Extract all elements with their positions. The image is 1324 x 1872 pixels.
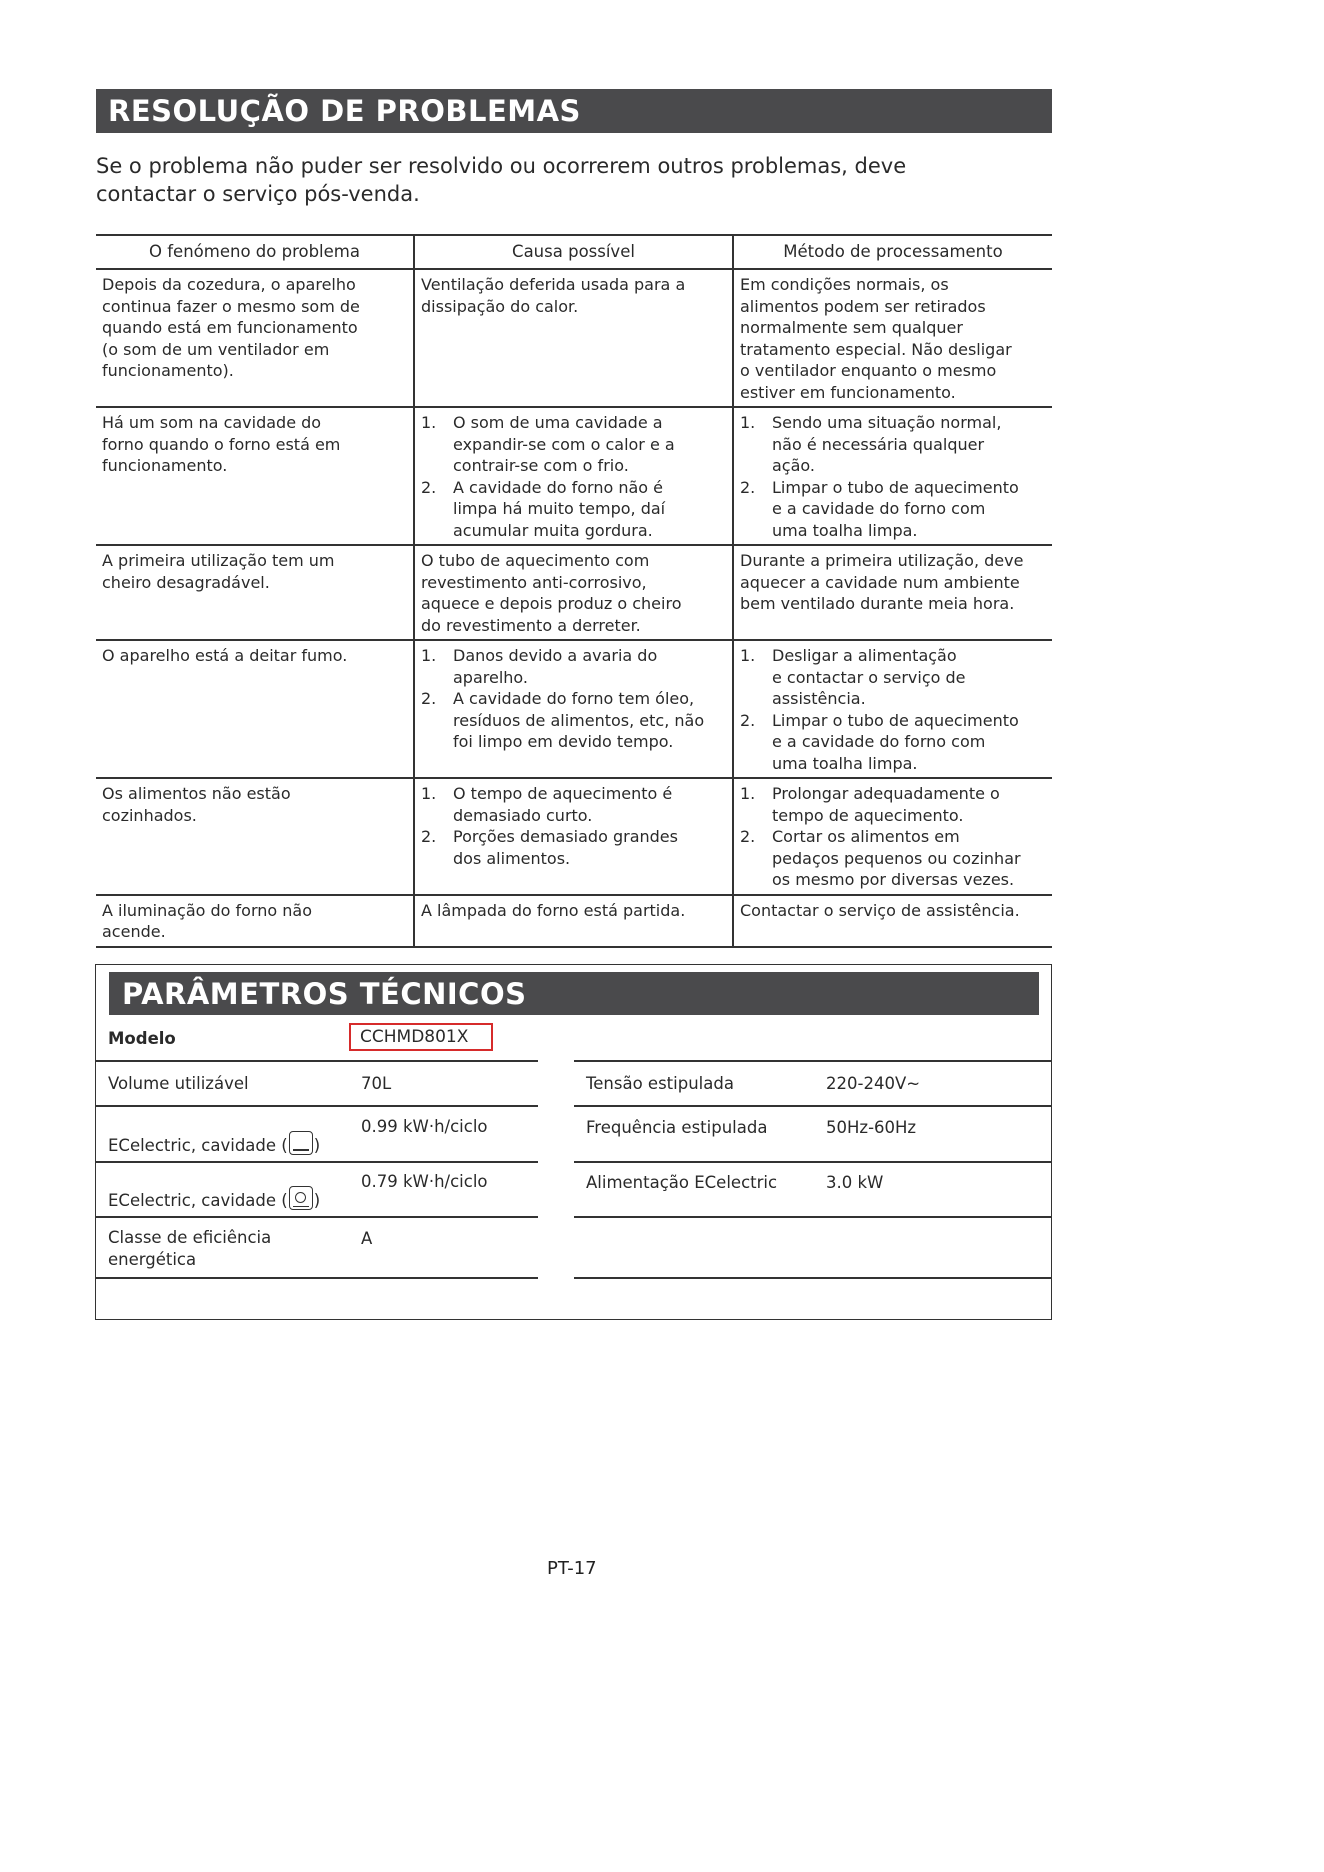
column-header: O fenómeno do problema (96, 235, 414, 269)
label-text: ) (313, 1191, 321, 1210)
numbered-list (740, 412, 1046, 541)
technical-parameters-panel (95, 964, 1052, 1320)
volume-value: 70L (361, 1074, 392, 1093)
list-item-line: Prolongar adequadamente o (772, 784, 1000, 803)
problem-cell (96, 778, 414, 895)
list-number: 2. (740, 827, 756, 846)
list-item-line: Porções demasiado grandes (453, 827, 678, 846)
intro-line: contactar o serviço pós-venda. (96, 182, 420, 206)
cause-cell (414, 895, 733, 947)
list-item-line: A cavidade do forno não é (453, 477, 664, 497)
cell-line: quando está em funcionamento (102, 318, 358, 337)
cell-line: (o som de um ventilador em (102, 339, 330, 359)
cell-line: Contactar o serviço de assistência. (740, 900, 1020, 920)
table-row (96, 407, 1052, 545)
list-item-line: dos alimentos. (453, 848, 571, 868)
energy-class-label (108, 1227, 271, 1270)
list-item-line: acumular muita gordura. (453, 520, 653, 540)
ec-conventional-label (108, 1131, 320, 1157)
list-item-line: uma toalha limpa. (772, 520, 918, 540)
cell-line: acende. (102, 922, 166, 941)
list-item-line: Limpar o tubo de aquecimento (772, 477, 1019, 497)
list-item-line: aparelho. (453, 667, 529, 687)
cell-line: do revestimento a derreter. (421, 615, 641, 635)
list-item-line: Limpar o tubo de aquecimento (772, 710, 1019, 730)
list-number: 1. (421, 646, 437, 665)
list-number: 1. (740, 784, 756, 803)
list-item-line: e a cavidade do forno com (772, 732, 986, 751)
voltage-label: Tensão estipulada (586, 1074, 734, 1093)
cell-line: O aparelho está a deitar fumo. (102, 646, 348, 665)
row-divider (96, 1277, 538, 1279)
cell-line: cozinhados. (102, 805, 197, 825)
row-divider (96, 1105, 538, 1107)
troubleshooting-table (96, 234, 1052, 948)
list-item-line: pedaços pequenos ou cozinhar (772, 848, 1021, 868)
cell-line: funcionamento). (102, 361, 234, 380)
row-divider (96, 1216, 538, 1218)
cell-line: Ventilação deferida usada para a (421, 275, 686, 294)
list-item-line: e a cavidade do forno com (772, 499, 986, 518)
list-item-line: ação. (772, 456, 815, 475)
energy-class-value: A (361, 1229, 373, 1248)
cell-line: Há um som na cavidade do (102, 413, 322, 432)
cell-line: dissipação do calor. (421, 296, 579, 316)
list-item (421, 826, 726, 869)
tech-title: PARÂMETROS TÉCNICOS (109, 972, 1039, 1015)
frequency-label: Frequência estipulada (586, 1118, 768, 1137)
list-item-line: contrair-se com o frio. (453, 456, 629, 475)
list-item-line: O tempo de aquecimento é (453, 784, 673, 803)
list-number: 2. (421, 689, 437, 708)
volume-label: Volume utilizável (108, 1074, 249, 1093)
fan-oven-icon (289, 1186, 313, 1210)
list-item-line: demasiado curto. (453, 805, 593, 825)
cell-line: revestimento anti-corrosivo, (421, 572, 647, 592)
list-item-line: Danos devido a avaria do (453, 646, 658, 665)
cell-line: Em condições normais, os (740, 275, 949, 294)
table-row (96, 640, 1052, 778)
label-text: ECelectric, cavidade ( (108, 1136, 288, 1155)
list-item (421, 477, 726, 542)
power-value: 3.0 kW (826, 1173, 884, 1192)
cell-line: aquecer a cavidade num ambiente (740, 572, 1020, 592)
label-line: energética (108, 1249, 197, 1269)
conventional-oven-icon (289, 1131, 313, 1155)
problem-cell (96, 407, 414, 545)
list-item (421, 645, 726, 688)
label-line: Classe de eficiência (108, 1228, 272, 1247)
cause-cell (414, 269, 733, 407)
cell-line: continua fazer o mesmo som de (102, 296, 360, 316)
list-number: 2. (740, 477, 756, 497)
cell-line: aquece e depois produz o cheiro (421, 594, 682, 613)
cell-line: A primeira utilização tem um (102, 551, 335, 570)
row-divider (96, 1161, 538, 1163)
cause-cell (414, 545, 733, 640)
list-item (421, 783, 726, 826)
cell-line: Os alimentos não estão (102, 784, 291, 803)
label-text: ) (313, 1136, 321, 1155)
table-row (96, 269, 1052, 407)
list-item (740, 826, 1046, 891)
table-row (96, 895, 1052, 947)
page-number: PT-17 (547, 1558, 597, 1579)
cell-line: Depois da cozedura, o aparelho (102, 275, 356, 294)
method-cell (733, 640, 1052, 778)
numbered-list (421, 412, 726, 541)
list-item (421, 412, 726, 477)
list-item (740, 412, 1046, 477)
intro-line: Se o problema não puder ser resolvido ou ocorrerem outros problemas, deve (96, 154, 907, 178)
row-divider (574, 1277, 1052, 1279)
troubleshooting-title: RESOLUÇÃO DE PROBLEMAS (96, 89, 1052, 133)
list-item (740, 783, 1046, 826)
numbered-list (740, 783, 1046, 891)
list-item-line: O som de uma cavidade a (453, 413, 663, 432)
numbered-list (740, 645, 1046, 774)
list-item-line: não é necessária qualquer (772, 434, 985, 454)
table-row (96, 545, 1052, 640)
cell-line: alimentos podem ser retirados (740, 296, 986, 316)
cause-cell (414, 640, 733, 778)
cell-line: A lâmpada do forno está partida. (421, 900, 686, 920)
list-item-line: Desligar a alimentação (772, 646, 957, 665)
ec-conventional-value: 0.99 kW·h/ciclo (361, 1117, 488, 1136)
list-item-line: foi limpo em devido tempo. (453, 732, 674, 751)
row-divider (574, 1161, 1052, 1163)
cell-line: funcionamento. (102, 456, 228, 475)
method-cell (733, 407, 1052, 545)
table-row (96, 778, 1052, 895)
cell-line: tratamento especial. Não desligar (740, 339, 1012, 359)
cell-line: bem ventilado durante meia hora. (740, 594, 1015, 613)
cell-line: Durante a primeira utilização, deve (740, 551, 1024, 570)
problem-cell (96, 269, 414, 407)
column-header: Causa possível (414, 235, 733, 269)
problem-cell (96, 545, 414, 640)
method-cell (733, 545, 1052, 640)
column-header: Método de processamento (733, 235, 1052, 269)
list-item-line: resíduos de alimentos, etc, não (453, 710, 705, 730)
list-item-line: assistência. (772, 689, 866, 708)
label-text: ECelectric, cavidade ( (108, 1191, 288, 1210)
troubleshooting-intro (96, 152, 1056, 208)
cell-line: normalmente sem qualquer (740, 318, 963, 337)
table-header-row (96, 235, 1052, 269)
list-item (421, 688, 726, 753)
cell-line: cheiro desagradável. (102, 572, 270, 592)
list-item (740, 710, 1046, 775)
voltage-value: 220-240V~ (826, 1074, 921, 1093)
list-number: 2. (421, 827, 437, 846)
list-item-line: tempo de aquecimento. (772, 805, 964, 825)
list-number: 1. (740, 413, 756, 432)
list-item-line: uma toalha limpa. (772, 753, 918, 773)
method-cell (733, 895, 1052, 947)
power-label: Alimentação ECelectric (586, 1173, 778, 1192)
cell-line: A iluminação do forno não (102, 900, 313, 920)
list-item-line: os mesmo por diversas vezes. (772, 870, 1015, 889)
row-divider (574, 1216, 1052, 1218)
list-number: 1. (421, 413, 437, 432)
list-number: 1. (740, 646, 756, 665)
numbered-list (421, 645, 726, 753)
list-item (740, 645, 1046, 710)
cell-line: o ventilador enquanto o mesmo (740, 361, 997, 380)
model-value: CCHMD801X (349, 1023, 493, 1051)
cause-cell (414, 778, 733, 895)
list-item (740, 477, 1046, 542)
problem-cell (96, 895, 414, 947)
method-cell (733, 269, 1052, 407)
list-item-line: Sendo uma situação normal, (772, 413, 1002, 432)
method-cell (733, 778, 1052, 895)
cell-line: estiver em funcionamento. (740, 382, 956, 402)
row-divider (574, 1105, 1052, 1107)
ec-fan-value: 0.79 kW·h/ciclo (361, 1172, 488, 1191)
cell-line: O tubo de aquecimento com (421, 551, 650, 570)
list-item-line: e contactar o serviço de (772, 667, 966, 687)
ec-fan-label (108, 1186, 320, 1212)
list-item-line: limpa há muito tempo, daí (453, 499, 666, 518)
list-item-line: A cavidade do forno tem óleo, (453, 689, 695, 708)
cause-cell (414, 407, 733, 545)
problem-cell (96, 640, 414, 778)
list-item-line: expandir-se com o calor e a (453, 434, 675, 454)
numbered-list (421, 783, 726, 869)
list-number: 2. (740, 710, 756, 730)
row-divider (96, 1060, 538, 1062)
list-item-line: Cortar os alimentos em (772, 827, 960, 846)
row-divider (574, 1060, 1052, 1062)
list-number: 2. (421, 477, 437, 497)
frequency-value: 50Hz-60Hz (826, 1118, 917, 1137)
model-label: Modelo (108, 1029, 176, 1048)
list-number: 1. (421, 784, 437, 803)
cell-line: forno quando o forno está em (102, 434, 341, 454)
